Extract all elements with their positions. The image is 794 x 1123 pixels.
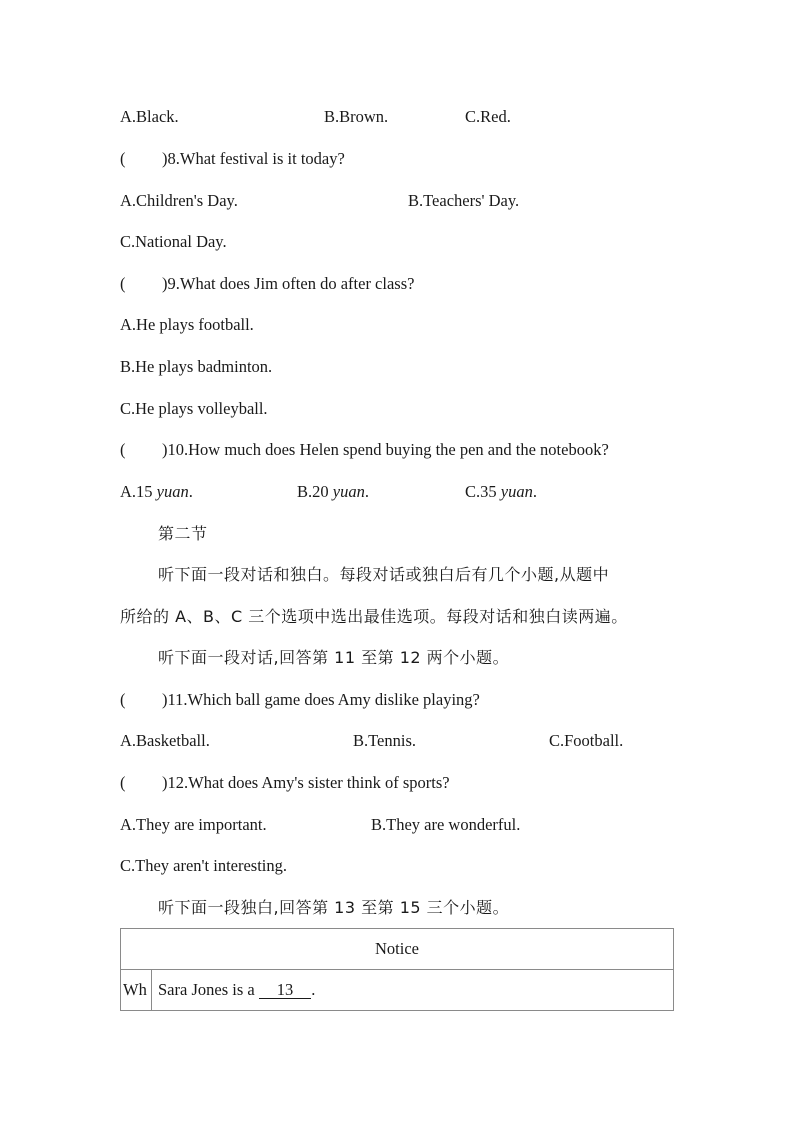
q10-option-c bbox=[465, 482, 537, 502]
option-prefix: C.35 bbox=[465, 482, 501, 501]
notice-header: Notice bbox=[121, 929, 674, 970]
option-suffix: . bbox=[364, 482, 369, 501]
notice-table bbox=[120, 928, 674, 1011]
option-unit: yuan bbox=[500, 482, 533, 501]
question-12-text: )12.What does Amy's sister think of sports? bbox=[162, 773, 450, 792]
q11-option-c: C.Football. bbox=[549, 731, 624, 750]
option-suffix: . bbox=[532, 482, 537, 501]
question-10-text: )10.How much does Helen spend buying the pen and the notebook? bbox=[162, 440, 609, 459]
q9-option-b: B.He plays badminton. bbox=[120, 357, 273, 376]
q7-option-c: C.Red. bbox=[465, 107, 511, 126]
question-8 bbox=[120, 149, 345, 169]
answer-paren: ( bbox=[120, 773, 126, 792]
q8-option-b: B.Teachers' Day. bbox=[408, 191, 520, 210]
q8-option-a: A.Children's Day. bbox=[120, 191, 238, 210]
q12-option-b: B.They are wonderful. bbox=[371, 815, 521, 834]
dialogue-intro: 听下面一段对话,回答第 11 至第 12 两个小题。 bbox=[158, 648, 510, 667]
option-prefix: B.20 bbox=[297, 482, 333, 501]
answer-paren: ( bbox=[120, 149, 126, 168]
question-11 bbox=[120, 690, 480, 710]
q12-option-a: A.They are important. bbox=[120, 815, 267, 834]
q10-option-b bbox=[297, 482, 369, 502]
q9-option-c: C.He plays volleyball. bbox=[120, 399, 268, 418]
answer-blank-13[interactable]: 13 bbox=[259, 981, 312, 999]
table-row bbox=[121, 929, 674, 970]
q7-option-a: A.Black. bbox=[120, 107, 179, 126]
section-2-instruction-2: 所给的 A、B、C 三个选项中选出最佳选项。每段对话和独白读两遍。 bbox=[120, 607, 628, 626]
table-row bbox=[121, 970, 674, 1011]
option-unit: yuan bbox=[156, 482, 189, 501]
q9-option-a: A.He plays football. bbox=[120, 315, 254, 334]
q12-option-c: C.They aren't interesting. bbox=[120, 856, 288, 875]
notice-row-text: Sara Jones is a bbox=[158, 980, 255, 999]
row-label: Wh bbox=[121, 970, 152, 1011]
notice-row-end: . bbox=[311, 980, 316, 999]
option-unit: yuan bbox=[332, 482, 365, 501]
question-9 bbox=[120, 274, 414, 294]
answer-paren: ( bbox=[120, 274, 126, 293]
question-11-text: )11.Which ball game does Amy dislike playing? bbox=[162, 690, 480, 709]
notice-row-content bbox=[152, 970, 674, 1011]
option-suffix: . bbox=[188, 482, 193, 501]
question-12 bbox=[120, 773, 450, 793]
q8-option-c: C.National Day. bbox=[120, 232, 227, 251]
q10-option-a bbox=[120, 482, 193, 502]
answer-paren: ( bbox=[120, 440, 126, 459]
option-prefix: A.15 bbox=[120, 482, 157, 501]
answer-paren: ( bbox=[120, 690, 126, 709]
q11-option-a: A.Basketball. bbox=[120, 731, 210, 750]
q7-option-b: B.Brown. bbox=[324, 107, 389, 126]
q11-option-b: B.Tennis. bbox=[353, 731, 417, 750]
question-9-text: )9.What does Jim often do after class? bbox=[162, 274, 415, 293]
section-2-instruction-1: 听下面一段对话和独白。每段对话或独白后有几个小题,从题中 bbox=[158, 565, 610, 584]
question-8-text: )8.What festival is it today? bbox=[162, 149, 345, 168]
section-2-title: 第二节 bbox=[158, 524, 208, 543]
monologue-intro: 听下面一段独白,回答第 13 至第 15 三个小题。 bbox=[158, 898, 510, 917]
question-10 bbox=[120, 440, 609, 460]
